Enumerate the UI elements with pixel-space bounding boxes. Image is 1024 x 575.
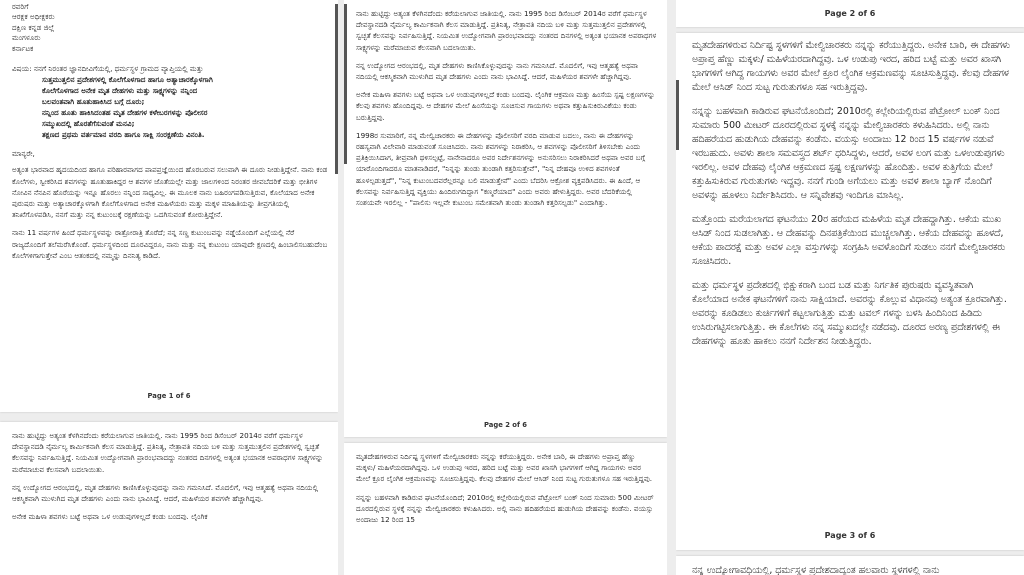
page-number: Page 2 of 6 (824, 9, 876, 18)
page-view-column-1[interactable] (0, 0, 338, 575)
body-paragraph: ಮತ್ತು ಧರ್ಮಸ್ಥಳ ಪ್ರದೇಶದಲ್ಲಿ ಭಿಕ್ಷುಕರಾಗಿ ಬಂದ ಬಡ ಮತ್ತು ನಿರ್ಗತಿಕ ಪುರುಷರು ವ್ಯವಸ್ಥಿತವಾಗಿ ಕೊಲೆಯಾದ ಅನೇಕ ಘಟನೆಗಳಿಗೆ ನಾನು ಸಾಕ್ಷಿಯಾದೆ. ಅವರನ್ನು ಕೊಲ್ಲುವ ವಿಧಾನವು ಅತ್ಯಂತ ಕ್ರೂರವಾಗಿತ್ತು. ಅವರನ್ನು ಕೂಡಿಡಲು ಕುರ್ಚಿಗಳಿಗೆ ಕಟ್ಟಲಾಗುತ್ತಿತ್ತು ಮತ್ತು ಟವಲ್ ಗಳನ್ನು ಬಳಸಿ ಹಿಂದಿನಿಂದ ಹಿಡಿದು ಉಸಿರುಗಟ್ಟಿಸಲಾಗುತ್ತಿತ್ತು. ಈ ಕೊಲೆಗಳು ನನ್ನ ಸಮ್ಮುಖದಲ್ಲೇ ನಡೆದವು. ದೂರದ ಅರಣ್ಯ ಪ್ರದೇಶಗಳಲ್ಲಿ ಈ ದೇಹಗಳನ್ನು ಹೂತು ಹಾಕಲು ನನಗೆ ನಿರ್ದೇಶನ ನೀಡುತ್ತಿದ್ದರು. (692, 280, 1007, 347)
body-paragraph: ನನ್ನ ಉದ್ಯೋಗಾವಧಿಯಲ್ಲಿ, ಧರ್ಮಸ್ಥಳ ಪ್ರದೇಶದಾದ್ಯಂತ ಹಲವಾರು ಸ್ಥಳಗಳಲ್ಲಿ ನಾನು (692, 565, 940, 575)
page-2-sheet (0, 422, 338, 575)
recipient-address (12, 2, 328, 54)
address-line: ಕರ್ನಾಟಕ (12, 43, 34, 53)
body-paragraph: ಅನೇಕ ಮಹಿಳಾ ಶವಗಳು ಬಟ್ಟೆ ಅಥವಾ ಒಳ ಉಡುಪುಗಳಿಲ್ಲದೆ ಕಂಡು ಬಂದವು. ಲೈಂಗಿಕ ಆಕ್ರಮಣ ಮತ್ತು ಹಿಂಸೆಯ ಸ್ಪಷ್ಟ ಲಕ್ಷಣಗಳನ್ನು ಕೆಲವು ಶವಗಳು ಹೊಂದಿದ್ದವು. ಆ ದೇಹಗಳ ಮೇಲೆ ಹಿಂಸೆಯನ್ನು ಸೂಚಿಸುವ ಗಾಯಗಳು ಅಥವಾ ಕತ್ತುಹಿಸುಕಿರುವಿಕೆಯು ಕಂಡು ಬರುತ್ತಿದ್ದವು. (356, 90, 655, 122)
scrollbar-thumb[interactable] (344, 4, 347, 164)
page-4-sheet (676, 556, 1024, 575)
body-paragraph: ನನ್ನ ಉದ್ಯೋಗದ ಆರಂಭದಲ್ಲಿ, ಮೃತ ದೇಹಗಳು ಕಾಣಿಸಿಕೊಳ್ಳುವುದನ್ನು ನಾನು ಗಮನಿಸಿದೆ. ಮೊದಲಿಗೆ, ಇವು ಆತ್ಮಹತ್ಯೆ ಅಥವಾ ನದಿಯಲ್ಲಿ ಆಕಸ್ಮಿಕವಾಗಿ ಮುಳುಗಿದ ಮೃತ ದೇಹಗಳು ಎಂದು ನಾನು ಭಾವಿಸಿದ್ದೆ. ಆದರೆ, ಮಹಿಳೆಯರ ಶವಗಳೇ ಹೆಚ್ಚಾಗಿದ್ದವು. (12, 482, 319, 504)
body-paragraph: ಅತ್ಯಂತ ಭಾರವಾದ ಹೃದಯದಿಂದ ಹಾಗೂ ಪರಿಹಾರವಾಗದ ಪಾಪಪ್ರಜ್ಞೆಯಿಂದ ಹೊರಬರುವ ಸಲುವಾಗಿ ಈ ದೂರು ನೀಡುತ್ತಿದ್ದೇನೆ. ನಾನು ಕಂಡ ಕೊಲೆಗಳು, ಸ್ವೀಕರಿಸಿದ ಶವಗಳನ್ನು ಹೂತುಹಾಕಿದ್ದರ ಆ ಶವಗಳ ಜೊತೆಯಲ್ಲೇ ಮತ್ತು ಜಾಲಗಳಿಂದ ನಿರಂತರ ಜೀವಬೆದರಿಕೆ ಮತ್ತು ಭೀತಿಗಳ ನೋವಿನ ನೆನಪಿನ ಹೊರೆಯನ್ನು ಇನ್ನೂ ಹೊರಲು ನನ್ನಿಂದ ಸಾಧ್ಯವಿಲ್ಲ. ಈ ಮೂಲಕ ನಾನು ಬಹಿರಂಗಪಡಿಸುತ್ತಿರುವ, ಕೊಲೆಯಾದ ಅನೇಕ ಪುರುಷರು ಮತ್ತು ಅತ್ಯಾಚಾರಕ್ಕೊಳಗಾಗಿ ಕೊಲೆಗೊಳಗಾದ ಅನೇಕ ಮಹಿಳೆಯರು ಮತ್ತು ಮಕ್ಕಳ ಮಾಹಿತಿಯನ್ನು ತೀವ್ರಗತಿಯಲ್ಲಿ ತನಿಖೆಗೊಳಪಡಿಸಿ, ನನಗೆ ಮತ್ತು ನನ್ನ ಕುಟುಂಬಕ್ಕೆ ರಕ್ಷಣೆಯನ್ನು ಒದಗಿಸುವಂತೆ ಕೋರುತ್ತಿದ್ದೇನೆ. (12, 165, 328, 220)
subject-line: ತಕ್ಷಣದ ಪ್ರಥಮ ವರ್ತಮಾನ ವರದಿ ಹಾಗೂ ಸಾಕ್ಷಿ ಸಂರಕ್ಷಣೆಯ ವಿನಂತಿ. (42, 130, 205, 140)
subject-first-line: ನನಗೆ ನಿರಂತರ ಜ್ಞಾನದೀವಿಗೆಯಲ್ಲಿ, ಧರ್ಮಸ್ಥಳ ಗ್ರಾಮದ ವ್ಯಾಪ್ತಿಯಲ್ಲಿ ಮತ್ತು (33, 64, 204, 74)
address-line: ರವರಿಗೆ (12, 2, 29, 11)
subject-block (12, 63, 328, 140)
body-paragraph: ನನ್ನನ್ನು ಬಹಳವಾಗಿ ಕಾಡಿರುವ ಘಟನೆಯೊಂದಿದೆ; 2010ರಲ್ಲಿ ಕಲ್ಲೇರಿಯಲ್ಲಿರುವ ಪೆಟ್ರೋಲ್ ಬಂಕ್ ನಿಂದ ಸುಮಾರು 500 ಮೀಟರ್ ದೂರದಲ್ಲಿರುವ ಸ್ಥಳಕ್ಕೆ ನನ್ನನ್ನು ಮೇಲ್ವಿಚಾರಕರು ಕಳುಹಿಸಿದರು. ಅಲ್ಲಿ ನಾನು ಹದಿಹರೆಯದ ಹುಡುಗಿಯ ದೇಹವನ್ನು ಕಂಡೆನು. ವಯಸ್ಸು ಅಂದಾಜು 12 ರಿಂದ 15 ವರ್ಷಗಳ ನಡುವೆ ಇರಬಹುದು. ಅವಳು ಶಾಲಾ ಸಮವಸ್ತ್ರದ ಶರ್ಟ್ ಧರಿಸಿದ್ದಳು, ಆದರೆ, ಅವಳ ಲಂಗ ಮತ್ತು ಒಳಉಡುಪುಗಳು ಇರಲಿಲ್ಲ. ಅವಳ ದೇಹವು ಲೈಂಗಿಕ ಆಕ್ರಮಣದ ಸ್ಪಷ್ಟ ಲಕ್ಷಣಗಳನ್ನು ಹೊಂದಿತ್ತು. ಅವಳ ಕುತ್ತಿಗೆಯ ಮೇಲೆ ಕತ್ತುಹಿಸುಕಿರುವ ಗುರುತುಗಳು ಇದ್ದವು. ನನಗೆ ಗುಂಡಿ ಅಗೆಯಲು ಮತ್ತು ಅವಳ ಶಾಲಾ ಬ್ಯಾಗ್ ನೊಂದಿಗೆ ಅವಳನ್ನು ಹೂಳಲು ನಿರ್ದೇಶಿಸಿದರು. ಆ ಸನ್ನಿವೇಶವು ಇಂದಿಗೂ ಮಾಸಿಲ್ಲ. (692, 106, 1005, 201)
body-paragraph: ನನ್ನ ಉದ್ಯೋಗದ ಆರಂಭದಲ್ಲಿ, ಮೃತ ದೇಹಗಳು ಕಾಣಿಸಿಕೊಳ್ಳುವುದನ್ನು ನಾನು ಗಮನಿಸಿದೆ. ಮೊದಲಿಗೆ, ಇವು ಆತ್ಮಹತ್ಯೆ ಅಥವಾ ನದಿಯಲ್ಲಿ ಆಕಸ್ಮಿಕವಾಗಿ ಮುಳುಗಿದ ಮೃತ ದೇಹಗಳು ಎಂದು ನಾನು ಭಾವಿಸಿದ್ದೆ. ಆದರೆ, ಮಹಿಳೆಯರ ಶವಗಳೇ ಹೆಚ್ಚಾಗಿದ್ದವು. (356, 60, 638, 82)
body-paragraph: ಅನೇಕ ಮಹಿಳಾ ಶವಗಳು ಬಟ್ಟೆ ಅಥವಾ ಒಳ ಉಡುಪುಗಳಿಲ್ಲದೆ ಕಂಡು ಬಂದವು. ಲೈಂಗಿಕ (12, 512, 208, 522)
body-paragraph: ನನ್ನನ್ನು ಬಹಳವಾಗಿ ಕಾಡಿರುವ ಘಟನೆಯೊಂದಿದೆ; 2010ರಲ್ಲಿ ಕಲ್ಲೇರಿಯಲ್ಲಿರುವ ಪೆಟ್ರೋಲ್ ಬಂಕ್ ನಿಂದ ಸುಮಾರು 500 ಮೀಟರ್ ದೂರದಲ್ಲಿರುವ ಸ್ಥಳಕ್ಕೆ ನನ್ನನ್ನು ಮೇಲ್ವಿಚಾರಕರು ಕಳುಹಿಸಿದರು. ಅಲ್ಲಿ ನಾನು ಹದಿಹರೆಯದ ಹುಡುಗಿಯ ದೇಹವನ್ನು ಕಂಡೆನು. ವಯಸ್ಸು ಅಂದಾಜು 12 ರಿಂದ 15 (356, 492, 654, 525)
page-3-sheet (676, 33, 1024, 550)
page-2-sheet-repeat (344, 443, 667, 575)
subject-line: ಬಲವಂತವಾಗಿ ಹೂತುಹಾಕಿಸಿದ ಬಗ್ಗೆ ದೂರು; (42, 97, 145, 107)
address-line: ದಕ್ಷಿಣ ಕನ್ನಡ ಜಿಲ್ಲೆ (12, 22, 55, 32)
body-paragraph: ಮೃತದೇಹಗಳಿರುವ ನಿರ್ದಿಷ್ಟ ಸ್ಥಳಗಳಿಗೆ ಮೇಲ್ವಿಚಾರಕರು ನನ್ನನ್ನು ಕರೆಯುತ್ತಿದ್ದರು. ಅನೇಕ ಬಾರಿ, ಈ ದೇಹಗಳು ಅಪ್ರಾಪ್ತ ಹೆಣ್ಣು ಮಕ್ಕಳು/ ಮಹಿಳೆಯರದಾಗಿದ್ದವು. ಒಳ ಉಡುಪು ಇರದ, ಹರಿದ ಬಟ್ಟೆ ಮತ್ತು ಅವರ ಖಾಸಗಿ ಭಾಗಗಳಿಗೆ ಆಗಿದ್ದ ಗಾಯಗಳು ಅವರ ಮೇಲೆ ಕ್ರೂರ ಲೈಂಗಿಕ ಆಕ್ರಮಣವನ್ನು ಸೂಚಿಸುತ್ತಿದ್ದವು. ಕೆಲವು ದೇಹಗಳ ಮೇಲೆ ಆಸಿಡ್ ನಿಂದ ಸುಟ್ಟ ಗುರುತುಗಳೂ ಸಹ ಇರುತ್ತಿದ್ದವು. (692, 40, 1011, 93)
page-number: Page 3 of 6 (824, 531, 876, 540)
body-paragraph: 1998ರ ಸುಮಾರಿಗೆ, ನನ್ನ ಮೇಲ್ವಿಚಾರಕರು ಈ ದೇಹಗಳನ್ನು ಪೊಲೀಸರಿಗೆ ವರದಿ ಮಾಡುವ ಬದಲು, ನಾನು ಈ ದೇಹಗಳನ್ನು ರಹಸ್ಯವಾಗಿ ವಿಲೇವಾರಿ ಮಾಡುವಂತೆ ಸೂಚಿಸಿದರು. ನಾನು ಶವಗಳನ್ನು ನಿರಾಕರಿಸಿ, ಆ ಶವಗಳನ್ನು ಪೊಲೀಸರಿಗೆ ತಿಳಿಸಬೇಕು ಎಂದು ಪ್ರತಿಕ್ರಿಯಿಸಿದಾಗ, ತೀವ್ರವಾಗಿ ಥಳಿಸಲ್ಪಟ್ಟೆ, ನಾನೇನಾದರೂ ಅವರ ನಿರ್ದೇಶನಗಳನ್ನು ಅನುಸರಿಸಲು ನಿರಾಕರಿಸಿದರೆ ಅಥವಾ ಅವರ ಬಗ್ಗೆ ಯಾರೊಂದಿಗಾದರೂ ಮಾತನಾಡಿದರೆ, "ನಿನ್ನನ್ನು ತುಂಡು ತುಂಡಾಗಿ ಕತ್ತರಿಸುತ್ತೇವೆ", "ನಿನ್ನ ದೇಹವೂ ಉಳಿದ ಶವಗಳಂತೆ ಹೂಳಲ್ಪಡುತ್ತದೆ", "ನಿನ್ನ ಕುಟುಂಬದವರೆಲ್ಲರನ್ನೂ ಬಲಿ ಮಾಡುತ್ತೇವೆ" ಎಂದು ಬೆದರಿಸಿ ಆಕ್ರೋಶ ವ್ಯಕ್ತಪಡಿಸಿದರು. ಈ ಹಿಂದೆ, ಆ ಕೆಲಸವನ್ನು ನಿರ್ವಹಿಸುತ್ತಿದ್ದ ವ್ಯಕ್ತಿಯು ಹಿಂದಿರುಗದಿದ್ದಾಗ "ಕಣ್ಮರೆಯಾದ" ಎಂದು ಅವರು ಹೇಳುತ್ತಿದ್ದರು. ಅವರ ಬೆದರಿಕೆಯಲ್ಲಿ ಸಂಶಯವೇ ಇರಲಿಲ್ಲ - "ಪಾಲಿಸು ಇಲ್ಲವೇ ಕುಟುಂಬ ಸಮೇತವಾಗಿ ತುಂಡು ತುಂಡಾಗಿ ಕತ್ತರಿಸಲ್ಪಡು" ಎಂದಾಗಿತ್ತು. (356, 130, 646, 208)
body-paragraph: ನಾನು ಹುಟ್ಟಿದ್ದು ಅತ್ಯಂತ ಕೆಳಗಿನದೆಂದು ಕರೆಯಲಾಗುವ ಜಾತಿಯಲ್ಲಿ. ನಾನು 1995 ರಿಂದ ಡಿಸೆಂಬರ್ 2014ರ ವರೆಗೆ ಧರ್ಮಸ್ಥಳ ದೇವಸ್ಥಾನದಡಿ ನೈರ್ಮಲ್ಯ ಕಾರ್ಮಿಕನಾಗಿ ಕೆಲಸ ಮಾಡುತ್ತಿದ್ದೆ. ಪ್ರತಿನಿತ್ಯ, ನೇತ್ರಾವತಿ ನದಿಯ ಬಳಿ ಮತ್ತು ಸುತ್ತಮುತ್ತಲಿನ ಪ್ರದೇಶಗಳಲ್ಲಿ ಸ್ವಚ್ಛತೆ ಕೆಲಸವನ್ನು ನಿರ್ವಹಿಸುತ್ತಿದ್ದೆ. ನಿಯಮಿತ ಉದ್ಯೋಗವಾಗಿ ಪ್ರಾರಂಭವಾದದ್ದು ನಂತರದ ದಿನಗಳಲ್ಲಿ ಅತ್ಯಂತ ಭಯಾನಕ ಅಪರಾಧಗಳ ಸಾಕ್ಷ್ಯಗಳನ್ನು ಮರೆಮಾಚುವ ಕೆಲಸವಾಗಿ ಬದಲಾಯಿತು. (12, 431, 324, 474)
subject-line: ಸುತ್ತಮುತ್ತಲಿನ ಪ್ರದೇಶಗಳಲ್ಲಿ ಕೊಲೆಗೊಳಗಾದ ಹಾಗೂ ಅತ್ಯಾಚಾರಕ್ಕೊಳಗಾಗಿ (42, 75, 213, 85)
address-line: ಮಂಗಳೂರು (12, 33, 41, 43)
page-view-column-2[interactable] (344, 0, 667, 575)
body-paragraph: ಮತ್ತೊಂದು ಮರೆಯಲಾಗದ ಘಟನೆಯು 20ರ ಹರೆಯದ ಮಹಿಳೆಯ ಮೃತ ದೇಹದ್ದಾಗಿತ್ತು. ಆಕೆಯ ಮುಖ ಆಸಿಡ್ ನಿಂದ ಸುಡಲಾಗಿತ್ತು. ಆ ದೇಹವನ್ನು ದಿನಪತ್ರಿಕೆಯಿಂದ ಮುಚ್ಚಲಾಗಿತ್ತು. ಆಕೆಯ ದೇಹವನ್ನು ಹೂಳದೆ, ಆಕೆಯ ಪಾದರಕ್ಷೆ ಮತ್ತು ಅವಳ ಎಲ್ಲಾ ವಸ್ತುಗಳನ್ನು ಸಂಗ್ರಹಿಸಿ ಅವಳೊಂದಿಗೆ ಸುಡಲು ನನಗೆ ಮೇಲ್ವಿಚಾರಕರು ಸೂಚಿಸಿದರು. (692, 214, 1006, 267)
subject-line: ಸಮ್ಮುಖದಲ್ಲಿ ಹೊರತೆಗೆಸುವಂತೆ ಮನವಿ; (42, 119, 135, 129)
page-1-sheet (0, 0, 338, 412)
page-number: Page 2 of 6 (483, 421, 528, 429)
page-view-column-3[interactable] (676, 0, 1024, 575)
address-line: ಆರಕ್ಷಕ ಅಧೀಕ್ಷಕರು (12, 12, 55, 22)
subject-line: ಕೊಲೆಗೊಳಗಾದ ಅನೇಕ ಮೃತ ದೇಹಗಳು ಮತ್ತು ಸಾಕ್ಷ್ಯಗಳನ್ನು ನನ್ನಿಂದ (42, 86, 198, 96)
scrollbar-thumb[interactable] (676, 80, 679, 150)
page-2-sheet (344, 0, 667, 437)
body-paragraph: ನಾನು ಹುಟ್ಟಿದ್ದು ಅತ್ಯಂತ ಕೆಳಗಿನದೆಂದು ಕರೆಯಲಾಗುವ ಜಾತಿಯಲ್ಲಿ. ನಾನು 1995 ರಿಂದ ಡಿಸೆಂಬರ್ 2014ರ ವರೆಗೆ ಧರ್ಮಸ್ಥಳ ದೇವಸ್ಥಾನದಡಿ ನೈರ್ಮಲ್ಯ ಕಾರ್ಮಿಕನಾಗಿ ಕೆಲಸ ಮಾಡುತ್ತಿದ್ದೆ. ಪ್ರತಿನಿತ್ಯ, ನೇತ್ರಾವತಿ ನದಿಯ ಬಳಿ ಮತ್ತು ಸುತ್ತಮುತ್ತಲಿನ ಪ್ರದೇಶಗಳಲ್ಲಿ ಸ್ವಚ್ಛತೆ ಕೆಲಸವನ್ನು ನಿರ್ವಹಿಸುತ್ತಿದ್ದೆ. ನಿಯಮಿತ ಉದ್ಯೋಗವಾಗಿ ಪ್ರಾರಂಭವಾದದ್ದು ನಂತರದ ದಿನಗಳಲ್ಲಿ ಅತ್ಯಂತ ಭಯಾನಕ ಅಪರಾಧಗಳ ಸಾಕ್ಷ್ಯಗಳನ್ನು ಮರೆಮಾಚುವ ಕೆಲಸವಾಗಿ ಬದಲಾಯಿತು. (356, 9, 657, 52)
page-number: Page 1 of 6 (147, 392, 191, 400)
body-paragraph: ನಾನು 11 ವರ್ಷಗಳ ಹಿಂದೆ ಧರ್ಮಸ್ಥಳವನ್ನು ರಾತ್ರೋರಾತ್ರಿ ತೊರೆದೆ; ನನ್ನ ಸಣ್ಣ ಕುಟುಂಬವನ್ನು ನಡ್ಡೆಯೊಂದಿಗೆ ಎಲ್ಲೆಯಲ್ಲಿ ನೆರೆ ರಾಜ್ಯದೊಂದಿಗೆ ತಲೆಮರೆಸಿಕೊಂಡೆ. ಧರ್ಮಸ್ಥಳದಿಂದ ದೂರವಿದ್ದರೂ, ನಾನು ಮತ್ತು ನನ್ನ ಕುಟುಂಬ ಯಾವುದೇ ಕ್ಷಣದಲ್ಲಿ ಹಿಂಬಾಲಿಸಬಹುದೆಂಬ ಕೊಲೆಗಳಿಗಾಗುತ್ತೇವೆ ಎಂಬ ಆತಂಕದಲ್ಲಿ ನಮ್ಮನ್ನು ದಿನನಿತ್ಯ ಕಾಡಿದೆ. (12, 228, 328, 260)
page-2-footer-sheet (676, 0, 1024, 27)
salutation: ಮಾನ್ಯರೇ, (12, 149, 35, 159)
body-paragraph: ಮೃತದೇಹಗಳಿರುವ ನಿರ್ದಿಷ್ಟ ಸ್ಥಳಗಳಿಗೆ ಮೇಲ್ವಿಚಾರಕರು ನನ್ನನ್ನು ಕರೆಯುತ್ತಿದ್ದರು. ಅನೇಕ ಬಾರಿ, ಈ ದೇಹಗಳು ಅಪ್ರಾಪ್ತ ಹೆಣ್ಣು ಮಕ್ಕಳು/ ಮಹಿಳೆಯರದಾಗಿದ್ದವು. ಒಳ ಉಡುಪು ಇರದ, ಹರಿದ ಬಟ್ಟೆ ಮತ್ತು ಅವರ ಖಾಸಗಿ ಭಾಗಗಳಿಗೆ ಆಗಿದ್ದ ಗಾಯಗಳು ಅವರ ಮೇಲೆ ಕ್ರೂರ ಲೈಂಗಿಕ ಆಕ್ರಮಣವನ್ನು ಸೂಚಿಸುತ್ತಿದ್ದವು. ಕೆಲವು ದೇಹಗಳ ಮೇಲೆ ಆಸಿಡ್ ನಿಂದ ಸುಟ್ಟ ಗುರುತುಗಳೂ ಸಹ ಇರುತ್ತಿದ್ದವು. (356, 452, 653, 484)
subject-line: ನನ್ನಿಂದ ಹೂತು ಹಾಕಿಸಿದಂತಹ ಮೃತ ದೇಹಗಳ ಕಳೇಬರಗಳನ್ನು ಪೊಲೀಸರ (42, 108, 208, 118)
subject-label: ವಿಷಯ: (12, 64, 32, 74)
scrollbar-thumb[interactable] (335, 4, 338, 174)
